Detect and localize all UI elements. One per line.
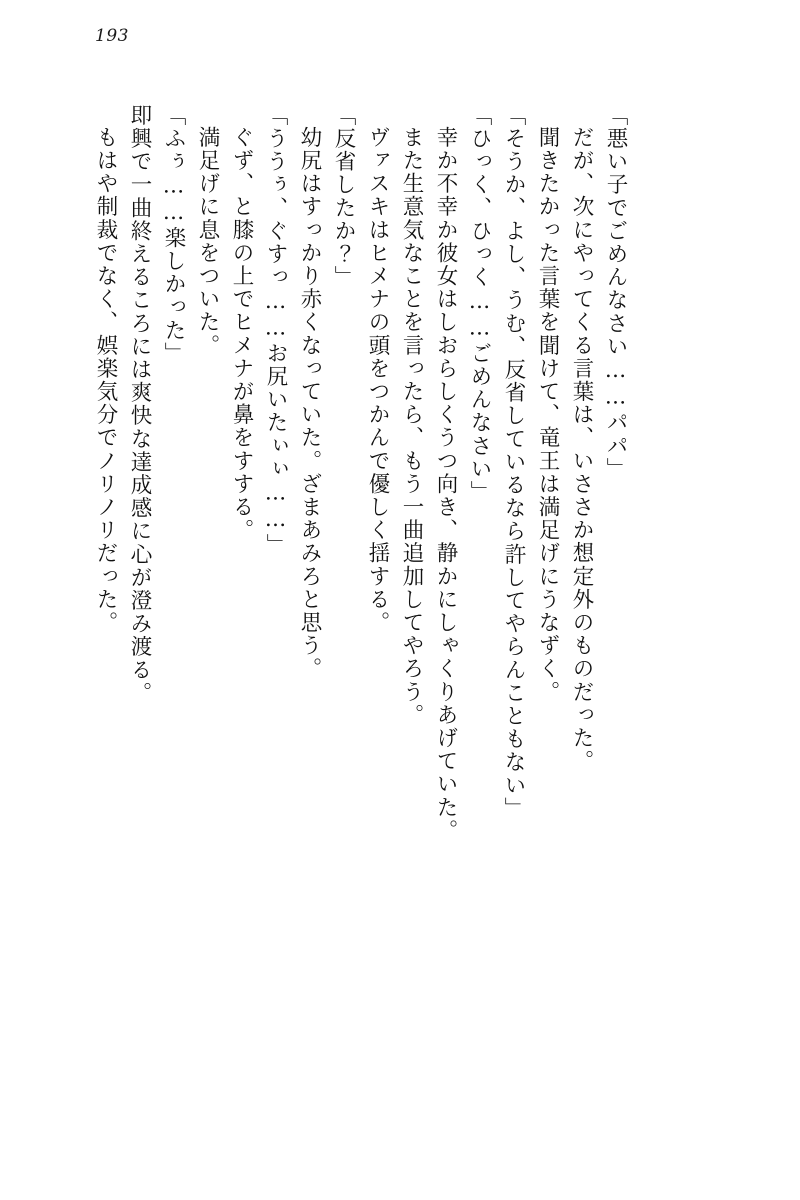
body-text-vertical [82,104,722,924]
text-column: 満足げに息をついた。 [195,126,220,357]
text-column: ヴァスキはヒメナの頭をつかんで優しく揺する。 [365,126,390,635]
text-column: 「そうか、よし、うむ、反省しているなら許してやらんこともない」 [501,104,526,821]
text-column: 幸か不幸か彼女はしおらしくうつ向き、静かにしゃくりあげていた。 [433,126,458,843]
text-column: ぐず、と膝の上でヒメナが鼻をすする。 [229,126,254,542]
text-column: 「悪い子でごめんなさい……パパ」 [603,104,628,481]
text-column: 「ひっく、ひっく……ごめんなさい」 [467,104,492,504]
page-number: 193 [95,26,129,46]
text-column: 聞きたかった言葉を聞けて、竜王は満足げにうなずく。 [535,126,560,704]
text-column: だが、次にやってくる言葉は、いささか想定外のものだった。 [569,126,594,773]
text-column: 「ううぅ、ぐすっ……お尻いたぃぃ……」 [263,104,288,557]
text-column: 「反省したか？」 [331,104,356,289]
text-column: また生意気なことを言ったら、もう一曲追加してやろう。 [399,126,424,727]
text-column: もはや制裁でなく、娯楽気分でノリノリだった。 [93,126,118,635]
text-column: 即興で一曲終えるころには爽快な達成感に心が澄み渡る。 [127,104,152,705]
text-column: 「ふぅ……楽しかった」 [161,104,186,366]
text-column: 幼尻はすっかり赤くなっていた。ざまあみろと思う。 [297,126,322,681]
